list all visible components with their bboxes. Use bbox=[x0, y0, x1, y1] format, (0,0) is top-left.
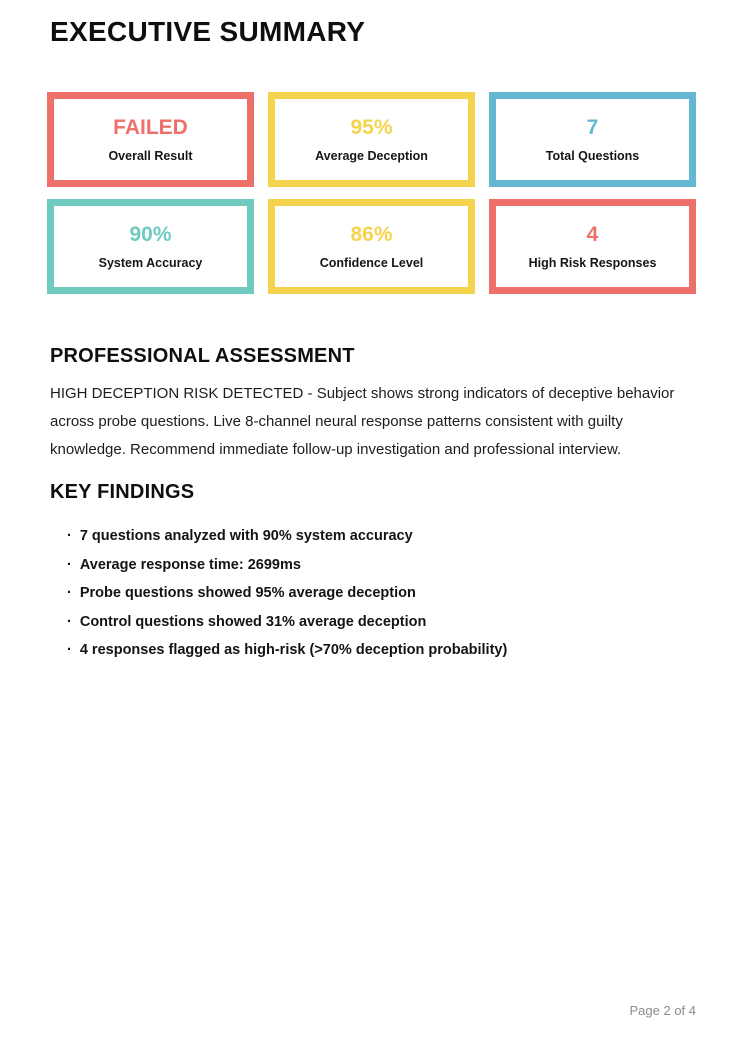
metric-value: FAILED bbox=[113, 115, 188, 139]
key-finding-item bbox=[50, 579, 700, 608]
metric-value: 95% bbox=[350, 115, 393, 139]
metric-card-total-questions bbox=[489, 92, 696, 187]
metric-value: 90% bbox=[129, 222, 172, 246]
metric-label: Total Questions bbox=[545, 148, 640, 163]
metric-label: Overall Result bbox=[108, 148, 193, 163]
metric-card-overall-result bbox=[47, 92, 254, 187]
metric-label: Average Deception bbox=[315, 148, 428, 163]
metric-label: Confidence Level bbox=[319, 255, 424, 270]
bullet-icon: · bbox=[67, 642, 72, 658]
key-finding-item bbox=[50, 636, 700, 665]
page-number: Page 2 of 4 bbox=[629, 1003, 696, 1018]
key-finding-item bbox=[50, 551, 700, 580]
key-finding-text: 4 responses flagged as high-risk (>70% deception probability) bbox=[79, 642, 508, 658]
metric-label: System Accuracy bbox=[98, 255, 203, 270]
bullet-icon: · bbox=[67, 585, 72, 601]
professional-assessment-heading: PROFESSIONAL ASSESSMENT bbox=[50, 345, 355, 367]
metric-card-average-deception bbox=[268, 92, 475, 187]
metric-card-system-accuracy bbox=[47, 199, 254, 294]
metric-value: 7 bbox=[586, 115, 599, 139]
metric-value: 86% bbox=[350, 222, 393, 246]
metric-value: 4 bbox=[586, 222, 599, 246]
key-finding-text: Control questions showed 31% average deception bbox=[79, 613, 427, 630]
summary-cards-grid bbox=[47, 92, 696, 294]
bullet-icon: · bbox=[67, 528, 72, 544]
metric-card-high-risk-responses bbox=[489, 199, 696, 294]
key-findings-list bbox=[50, 522, 700, 665]
bullet-icon: · bbox=[67, 556, 72, 573]
professional-assessment-section bbox=[50, 345, 700, 464]
key-finding-text: Probe questions showed 95% average deception bbox=[79, 585, 416, 601]
key-finding-item bbox=[50, 608, 700, 637]
key-finding-text: 7 questions analyzed with 90% system accuracy bbox=[79, 528, 413, 544]
key-findings-section bbox=[50, 481, 700, 665]
assessment-body-text: HIGH DECEPTION RISK DETECTED - Subject shows strong indicators of deceptive behavior across probe questions. Live 8-channel neural response patterns consistent with guilty knowledge. Recommend immediate follow-up investigation and professional interview. bbox=[50, 385, 675, 458]
metric-card-confidence-level bbox=[268, 199, 475, 294]
bullet-icon: · bbox=[67, 613, 72, 630]
key-finding-text: Average response time: 2699ms bbox=[79, 556, 301, 573]
metric-label: High Risk Responses bbox=[528, 255, 657, 270]
key-finding-item bbox=[50, 522, 700, 551]
key-findings-heading: KEY FINDINGS bbox=[50, 481, 195, 503]
page-title: EXECUTIVE SUMMARY bbox=[50, 16, 366, 47]
